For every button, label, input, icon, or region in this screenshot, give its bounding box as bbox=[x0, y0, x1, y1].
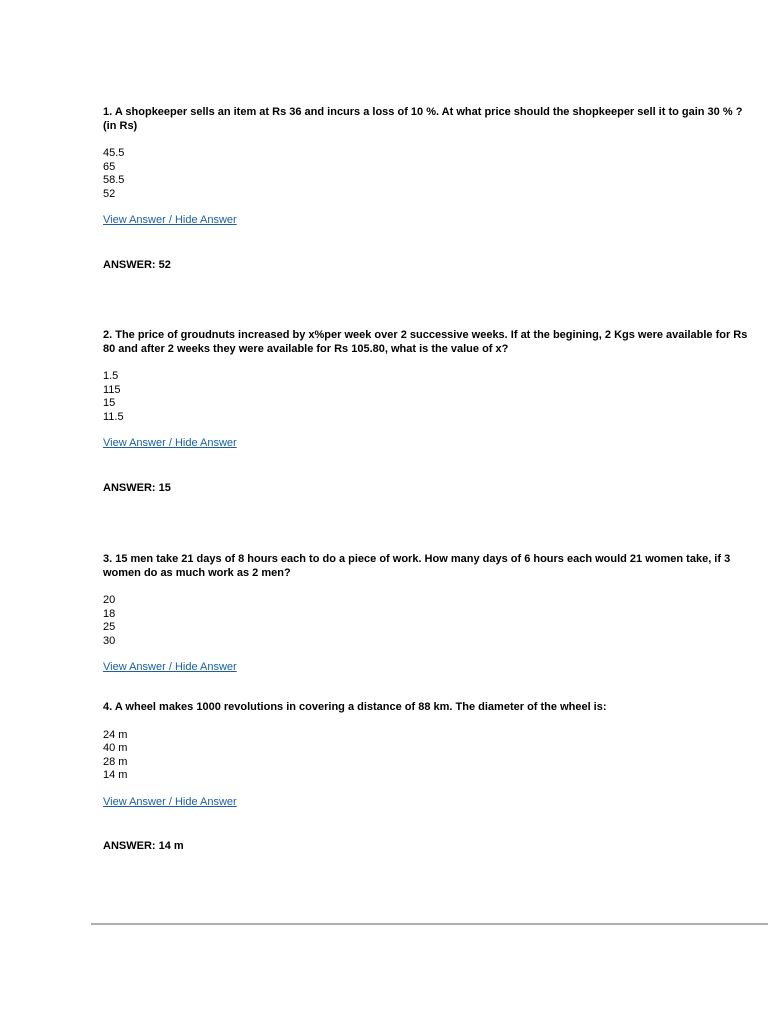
option-item: 58.5 bbox=[103, 174, 125, 186]
option-item: 25 bbox=[103, 621, 116, 633]
question-2 bbox=[103, 329, 753, 494]
view-answer-link-1[interactable]: View Answer / Hide Answer bbox=[103, 214, 237, 226]
question-1-options bbox=[103, 147, 753, 201]
question-2-text: 2. The price of groudnuts increased by x%per week over 2 successive weeks. If at the begining, 2 Kgs were available for Rs 80 and after 2 weeks they were available for Rs 105.80, what is the value of x? bbox=[103, 329, 748, 355]
question-3-text: 3. 15 men take 21 days of 8 hours each to do a piece of work. How many days of 6 hours each would 21 women take, if 3 women do as much work as 2 men? bbox=[103, 553, 731, 579]
option-item: 1.5 bbox=[103, 370, 119, 382]
question-4 bbox=[103, 701, 753, 852]
option-item: 115 bbox=[103, 383, 121, 396]
answer-1: ANSWER: 52 bbox=[103, 259, 171, 271]
option-item: 30 bbox=[103, 634, 116, 647]
question-4-options bbox=[103, 729, 753, 783]
option-item: 11.5 bbox=[103, 410, 124, 423]
question-3-options bbox=[103, 594, 753, 648]
option-item: 65 bbox=[103, 160, 116, 173]
option-item: 24 m bbox=[103, 728, 128, 741]
view-answer-link-4[interactable]: View Answer / Hide Answer bbox=[103, 795, 237, 808]
answer-2: ANSWER: 15 bbox=[103, 482, 171, 494]
option-item: 40 m bbox=[103, 742, 128, 754]
option-item: 20 bbox=[103, 594, 116, 606]
option-item: 15 bbox=[103, 397, 116, 409]
question-1 bbox=[103, 106, 753, 271]
option-item: 45.5 bbox=[103, 147, 125, 159]
option-item: 18 bbox=[103, 607, 116, 620]
question-1-text: 1. A shopkeeper sells an item at Rs 36 and incurs a loss of 10 %. At what price should the shopkeeper sell it to gain 30 % ? (in Rs) bbox=[103, 106, 743, 132]
option-item: 14 m bbox=[103, 769, 128, 781]
option-item: 28 m bbox=[103, 755, 128, 768]
question-3 bbox=[103, 553, 753, 675]
answer-4: ANSWER: 14 m bbox=[103, 840, 184, 852]
page-divider bbox=[91, 923, 768, 925]
view-answer-link-3[interactable]: View Answer / Hide Answer bbox=[103, 661, 237, 673]
question-2-options bbox=[103, 370, 753, 424]
question-4-text: 4. A wheel makes 1000 revolutions in covering a distance of 88 km. The diameter of the wheel is: bbox=[103, 701, 607, 713]
view-answer-link-2[interactable]: View Answer / Hide Answer bbox=[103, 437, 237, 449]
option-item: 52 bbox=[103, 187, 116, 200]
